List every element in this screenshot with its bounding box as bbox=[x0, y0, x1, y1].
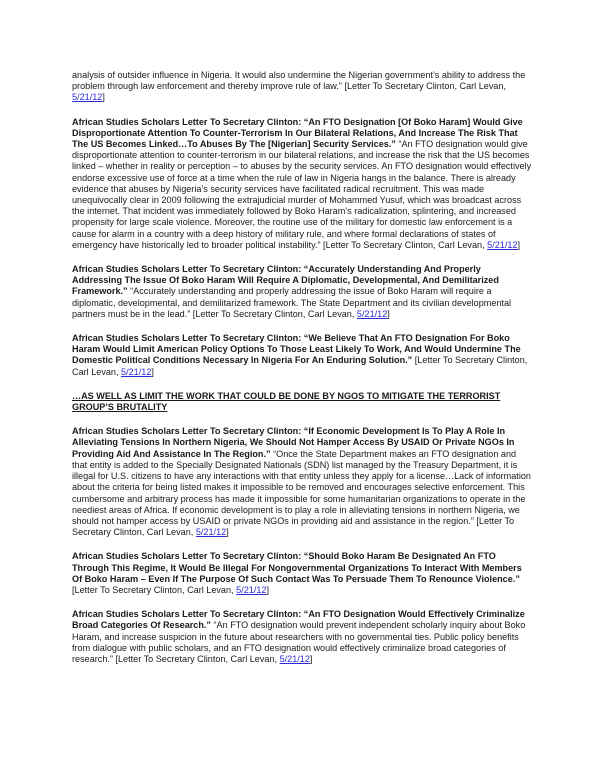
document-page bbox=[72, 70, 532, 678]
paragraph-text: [Letter To Secretary Clinton, Carl Levan, bbox=[72, 355, 528, 377]
paragraph-text: analysis of outsider influence in Nigeria. It would also undermine the Nigerian government’s ability to address the problem through law enforcement and thereby improve rule of law.” [Letter To Secretary Clinton, Carl Levan, bbox=[72, 70, 526, 92]
source-link[interactable]: 5/21/12 bbox=[121, 366, 152, 377]
paragraph-4 bbox=[72, 333, 532, 378]
paragraph-headline: African Studies Scholars Letter To Secretary Clinton: “If Economic Development Is To Play A Role In Alleviating Tensions In Northern Nigeria, We Should Not Hamper Access By USAID Or Private NGOs In Providing Aid And Assistance In The Region.” bbox=[72, 426, 515, 459]
bracket-close: ] bbox=[102, 92, 105, 103]
source-link[interactable]: 5/21/12 bbox=[72, 92, 103, 103]
source-link[interactable]: 5/21/12 bbox=[236, 584, 267, 595]
bracket-close: ] bbox=[517, 239, 521, 250]
bracket-close: ] bbox=[387, 308, 390, 319]
source-link[interactable]: 5/21/12 bbox=[279, 653, 310, 664]
paragraph-text: “Accurately understanding and properly addressing the issue of Boko Haram will require a diplomatic, developmental, and demilitarized framework. The State Department and its civilian developmental partners must be in the lead.” [Letter To Secretary Clinton, Carl Levan, bbox=[72, 286, 512, 319]
paragraph-text: “Once the State Department makes an FTO designation and that entity is added to the Specially Designated Nationals (SDN) list managed by the Treasury Department, it is illegal for U.S. citizens to have any interactions with that entity unless they apply for a license…Lack of information about the criteria for being listed makes it impossible to be removed and encourages selective enforcement. This cumbersome and arbitrary process has made it impossible for some humanitarian organizations to operate in the neediest areas of Africa. If economic development is to play a role in alleviating tensions in northern Nigeria, we should not hamper access by USAID or private NGOs in providing aid and assistance in the region.” [Letter To Secretary Clinton, Carl Levan, bbox=[72, 448, 531, 538]
source-link[interactable]: 5/21/12 bbox=[195, 527, 227, 538]
section-heading: …AS WELL AS LIMIT THE WORK THAT COULD BE DONE BY NGOS TO MITIGATE THE TERRORIST GROUP’S BRUTALITY bbox=[72, 390, 501, 413]
paragraph-1 bbox=[72, 70, 532, 104]
bracket-close: ] bbox=[226, 527, 229, 538]
paragraph-7 bbox=[72, 609, 532, 665]
paragraph-headline: African Studies Scholars Letter To Secretary Clinton: “We Believe That An FTO Designation For Boko Haram Would Limit American Policy Options To Those Least Likely To Work, And Would Undermine The Domestic Political Conditions Necessary In Nigeria For An Enduring Solution.” bbox=[72, 333, 521, 366]
bracket-close: ] bbox=[266, 584, 269, 595]
source-link[interactable]: 5/21/12 bbox=[487, 239, 518, 250]
paragraph-text: “An FTO designation would prevent independent scholarly inquiry about Boko Haram, and increase suspicion in the future about researchers with no governmental ties. Public policy benefits from dialogue with public scholars, and an FTO designation would effectively criminalize broad categories of research.” [Letter To Secretary Clinton, Carl Levan, bbox=[72, 620, 526, 664]
source-link[interactable]: 5/21/12 bbox=[356, 308, 388, 319]
paragraph-2 bbox=[72, 117, 532, 251]
bracket-close: ] bbox=[309, 653, 313, 664]
paragraph-headline: African Studies Scholars Letter To Secretary Clinton: “Accurately Understanding And Properly Addressing The Issue Of Boko Haram Will Require A Diplomatic, Developmental, And Demilitarized Framework.” bbox=[72, 264, 499, 297]
paragraph-headline: African Studies Scholars Letter To Secretary Clinton: “An FTO Designation Would Effectively Criminalize Broad Categories Of Research.” bbox=[72, 609, 525, 631]
paragraph-text: “An FTO designation would give disproportionate attention to counter-terrorism in our bilateral relations, and increase the risk that the US becomes linked – whether in reality or perception – to abuses by the security services. An FTO designation would effectively endorse excessive use of force at a time when the rule of law in Nigeria hangs in the balance. There is already evidence that abuses by Nigeria’s security services have facilitated radical recruitment. This was made unequivocally clear in 2009 following the extrajudicial murder of Mohammed Yusuf, which was broadcast across the internet. That incident was immediately followed by Boko Haram’s radicalization, splintering, and increased propensity for large scale violence. Moreover, the routine use of the military for domestic law enforcement is a cause for alarm in a country with a deep history of military rule, and where formal declarations of states of emergency have historically led to broader political instability.” [Letter To Secretary Clinton, Carl Levan, bbox=[72, 139, 532, 250]
paragraph-headline: African Studies Scholars Letter To Secretary Clinton: “Should Boko Haram Be Designated An FTO Through This Regime, It Would Be Illegal For Nongovernmental Organizations To Interact With Members Of Boko Haram – Even If The Purpose Of Such Contact Was To Persuade Them To Renounce Violence.” bbox=[72, 551, 522, 584]
paragraph-text: [Letter To Secretary Clinton, Carl Levan, bbox=[72, 584, 237, 595]
paragraph-3 bbox=[72, 264, 532, 320]
bracket-close: ] bbox=[151, 366, 154, 377]
paragraph-6 bbox=[72, 551, 532, 596]
paragraph-5 bbox=[72, 426, 532, 538]
paragraph-headline: African Studies Scholars Letter To Secretary Clinton: “An FTO Designation [Of Boko Haram] Would Give Disproportionate Attention To Counter-Terrorism In Our Bilateral Relations, And Increase The Risk That The US Becomes Linked…To Abuses By The [Nigerian] Security Services.” bbox=[72, 116, 523, 150]
